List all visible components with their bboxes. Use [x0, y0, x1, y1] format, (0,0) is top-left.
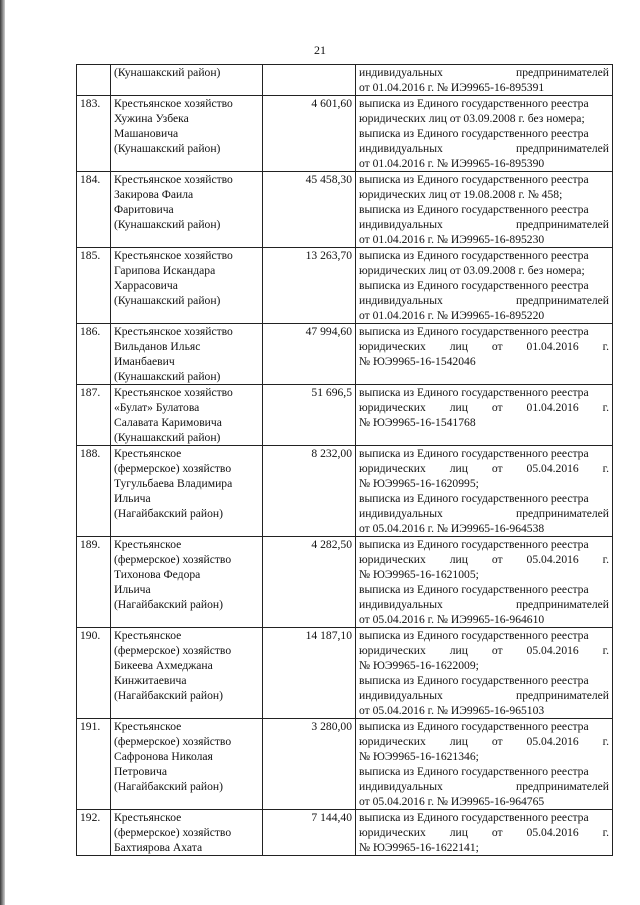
- farm-name-line: Бахтиярова Ахата: [114, 841, 203, 854]
- farm-name-line: Ильича: [114, 583, 151, 596]
- farm-name-line: (Кунашакский район): [114, 142, 221, 155]
- farm-name-line: (Кунашакский район): [114, 66, 221, 79]
- farm-name-line: Крестьянское хозяйство: [114, 325, 233, 338]
- document-cell: [356, 719, 613, 810]
- document-line: юридических лиц от 03.09.2008 г. без номера;: [359, 264, 585, 277]
- document-line: выписка из Единого государственного реестра: [359, 325, 589, 338]
- document-line: выписка из Единого государственного реестра: [359, 583, 589, 596]
- document-cell: [356, 65, 613, 96]
- document-line: от 05.04.2016 г. № ИЭ9965-16-964765: [359, 795, 545, 808]
- row-number: 188.: [77, 446, 111, 537]
- document-line: выписка из Единого государственного реестра: [359, 386, 589, 399]
- area-value: 4 282,50: [263, 537, 356, 628]
- document-cell: [356, 172, 613, 248]
- document-line: юридических лиц от 01.04.2016 г.: [359, 401, 609, 414]
- table-row: [77, 172, 613, 248]
- farm-name-line: Крестьянское: [114, 720, 182, 733]
- document-line: № ЮЭ9965-16-1541768: [359, 416, 476, 429]
- area-value: 13 263,70: [263, 248, 356, 324]
- registry-table-body: [77, 65, 613, 856]
- document-line: выписка из Единого государственного реестра: [359, 203, 589, 216]
- document-line: юридических лиц от 05.04.2016 г.: [359, 462, 609, 475]
- farm-name-line: (фермерское) хозяйство: [114, 735, 232, 748]
- document-line: индивидуальных предпринимателей: [359, 598, 609, 611]
- document-cell: [356, 810, 613, 856]
- farm-name-line: (Нагайбакский район): [114, 507, 223, 520]
- row-number: 189.: [77, 537, 111, 628]
- farm-name-line: (фермерское) хозяйство: [114, 644, 232, 657]
- document-cell: [356, 628, 613, 719]
- document-line: выписка из Единого государственного реестра: [359, 249, 589, 262]
- document-cell: [356, 537, 613, 628]
- farm-name-line: Салавата Каримовича: [114, 416, 222, 429]
- document-line: индивидуальных предпринимателей: [359, 780, 609, 793]
- farm-name-cell: [111, 248, 263, 324]
- farm-name-cell: [111, 537, 263, 628]
- document-line: от 01.04.2016 г. № ИЭ9965-16-895390: [359, 157, 545, 170]
- document-line: выписка из Единого государственного реестра: [359, 765, 589, 778]
- document-line: № ЮЭ9965-16-1542046: [359, 355, 476, 368]
- row-number: [77, 65, 111, 96]
- table-row: [77, 96, 613, 172]
- farm-name-cell: [111, 719, 263, 810]
- farm-name-line: Ильича: [114, 492, 151, 505]
- farm-name-line: Крестьянское: [114, 447, 182, 460]
- farm-name-cell: [111, 810, 263, 856]
- page-number: 21: [314, 43, 326, 57]
- farm-name-line: Крестьянское: [114, 538, 182, 551]
- farm-name-line: (фермерское) хозяйство: [114, 553, 232, 566]
- document-line: индивидуальных предпринимателей: [359, 294, 609, 307]
- document-line: № ЮЭ9965-16-1621005;: [359, 568, 479, 581]
- table-row: [77, 537, 613, 628]
- farm-name-line: (Кунашакский район): [114, 431, 221, 444]
- row-number: 187.: [77, 385, 111, 446]
- document-line: выписка из Единого государственного реестра: [359, 720, 589, 733]
- farm-name-line: Крестьянское хозяйство: [114, 386, 233, 399]
- area-value: [263, 65, 356, 96]
- area-value: 7 144,40: [263, 810, 356, 856]
- document-line: выписка из Единого государственного реестра: [359, 629, 589, 642]
- farm-name-cell: [111, 324, 263, 385]
- document-line: от 01.04.2016 г. № ИЭ9965-16-895230: [359, 233, 545, 246]
- document-cell: [356, 446, 613, 537]
- farm-name-line: Вильданов Ильяс: [114, 340, 201, 353]
- document-line: юридических лиц от 05.04.2016 г.: [359, 553, 609, 566]
- farm-name-line: Иманбаевич: [114, 355, 175, 368]
- row-number: 185.: [77, 248, 111, 324]
- document-line: от 05.04.2016 г. № ИЭ9965-16-964610: [359, 613, 545, 626]
- farm-name-line: (Кунашакский район): [114, 218, 221, 231]
- farm-name-line: Тихонова Федора: [114, 568, 201, 581]
- farm-name-cell: [111, 172, 263, 248]
- table-row: [77, 628, 613, 719]
- document-line: юридических лиц от 05.04.2016 г.: [359, 735, 609, 748]
- farm-name-line: Крестьянское: [114, 811, 182, 824]
- farm-name-line: (Кунашакский район): [114, 370, 221, 383]
- farm-name-cell: [111, 385, 263, 446]
- document-line: индивидуальных предпринимателей: [359, 142, 609, 155]
- table-row: [77, 719, 613, 810]
- document-line: выписка из Единого государственного реестра: [359, 97, 589, 110]
- document-line: выписка из Единого государственного реестра: [359, 279, 589, 292]
- row-number: 191.: [77, 719, 111, 810]
- document-line: юридических лиц от 03.09.2008 г. без номера;: [359, 112, 585, 125]
- document-line: выписка из Единого государственного реестра: [359, 811, 589, 824]
- registry-table: [76, 64, 613, 856]
- farm-name-line: Гарипова Искандара: [114, 264, 216, 277]
- area-value: 45 458,30: [263, 172, 356, 248]
- area-value: 47 994,60: [263, 324, 356, 385]
- document-line: юридических лиц от 19.08.2008 г. № 458;: [359, 188, 563, 201]
- document-line: юридических лиц от 05.04.2016 г.: [359, 644, 609, 657]
- farm-name-line: (Кунашакский район): [114, 294, 221, 307]
- row-number: 186.: [77, 324, 111, 385]
- document-line: № ЮЭ9965-16-1622141;: [359, 841, 479, 854]
- table-row: [77, 446, 613, 537]
- document-line: выписка из Единого государственного реестра: [359, 173, 589, 186]
- farm-name-line: (фермерское) хозяйство: [114, 826, 232, 839]
- farm-name-line: Тугульбаева Владимира: [114, 477, 233, 490]
- document-line: выписка из Единого государственного реестра: [359, 447, 589, 460]
- document-line: № ЮЭ9965-16-1620995;: [359, 477, 479, 490]
- document-line: от 01.04.2016 г. № ИЭ9965-16-895220: [359, 309, 545, 322]
- farm-name-line: «Булат» Булатова: [114, 401, 200, 414]
- area-value: 3 280,00: [263, 719, 356, 810]
- farm-name-line: Крестьянское: [114, 629, 182, 642]
- farm-name-line: Сафронова Николая: [114, 750, 213, 763]
- farm-name-line: Кинжитаевича: [114, 674, 187, 687]
- area-value: 14 187,10: [263, 628, 356, 719]
- document-cell: [356, 96, 613, 172]
- document-line: выписка из Единого государственного реестра: [359, 674, 589, 687]
- farm-name-line: Крестьянское хозяйство: [114, 249, 233, 262]
- area-value: 8 232,00: [263, 446, 356, 537]
- document-line: № ЮЭ9965-16-1622009;: [359, 659, 479, 672]
- document-line: юридических лиц от 01.04.2016 г.: [359, 340, 609, 353]
- document-line: индивидуальных предпринимателей: [359, 689, 609, 702]
- row-number: 183.: [77, 96, 111, 172]
- document-line: выписка из Единого государственного реестра: [359, 127, 589, 140]
- table-row: [77, 810, 613, 856]
- farm-name-line: Крестьянское хозяйство: [114, 173, 233, 186]
- area-value: 4 601,60: [263, 96, 356, 172]
- farm-name-cell: [111, 65, 263, 96]
- scan-left-edge: [0, 0, 5, 905]
- document-line: от 05.04.2016 г. № ИЭ9965-16-964538: [359, 522, 545, 535]
- farm-name-cell: [111, 96, 263, 172]
- farm-name-line: Крестьянское хозяйство: [114, 97, 233, 110]
- document-cell: [356, 385, 613, 446]
- document-line: выписка из Единого государственного реестра: [359, 538, 589, 551]
- document-line: юридических лиц от 05.04.2016 г.: [359, 826, 609, 839]
- farm-name-cell: [111, 628, 263, 719]
- farm-name-line: Хужина Узбека: [114, 112, 189, 125]
- farm-name-line: Харрасовича: [114, 279, 178, 292]
- document-line: № ЮЭ9965-16-1621346;: [359, 750, 479, 763]
- table-row: [77, 65, 613, 96]
- document-line: от 05.04.2016 г. № ИЭ9965-16-965103: [359, 704, 545, 717]
- farm-name-line: (Нагайбакский район): [114, 598, 223, 611]
- row-number: 184.: [77, 172, 111, 248]
- farm-name-line: Закирова Фаила: [114, 188, 194, 201]
- document-line: от 01.04.2016 г. № ИЭ9965-16-895391: [359, 81, 545, 94]
- farm-name-line: Бикеева Ахмеджана: [114, 659, 213, 672]
- document-cell: [356, 324, 613, 385]
- document-line: индивидуальных предпринимателей: [359, 66, 609, 79]
- table-row: [77, 324, 613, 385]
- farm-name-line: Петровича: [114, 765, 167, 778]
- area-value: 51 696,5: [263, 385, 356, 446]
- document-line: индивидуальных предпринимателей: [359, 218, 609, 231]
- farm-name-line: (Нагайбакский район): [114, 780, 223, 793]
- farm-name-line: Машановича: [114, 127, 179, 140]
- farm-name-line: Фаритовича: [114, 203, 174, 216]
- row-number: 190.: [77, 628, 111, 719]
- document-line: выписка из Единого государственного реестра: [359, 492, 589, 505]
- farm-name-cell: [111, 446, 263, 537]
- table-row: [77, 248, 613, 324]
- document-line: индивидуальных предпринимателей: [359, 507, 609, 520]
- farm-name-line: (Нагайбакский район): [114, 689, 223, 702]
- table-row: [77, 385, 613, 446]
- document-cell: [356, 248, 613, 324]
- row-number: 192.: [77, 810, 111, 856]
- farm-name-line: (фермерское) хозяйство: [114, 462, 232, 475]
